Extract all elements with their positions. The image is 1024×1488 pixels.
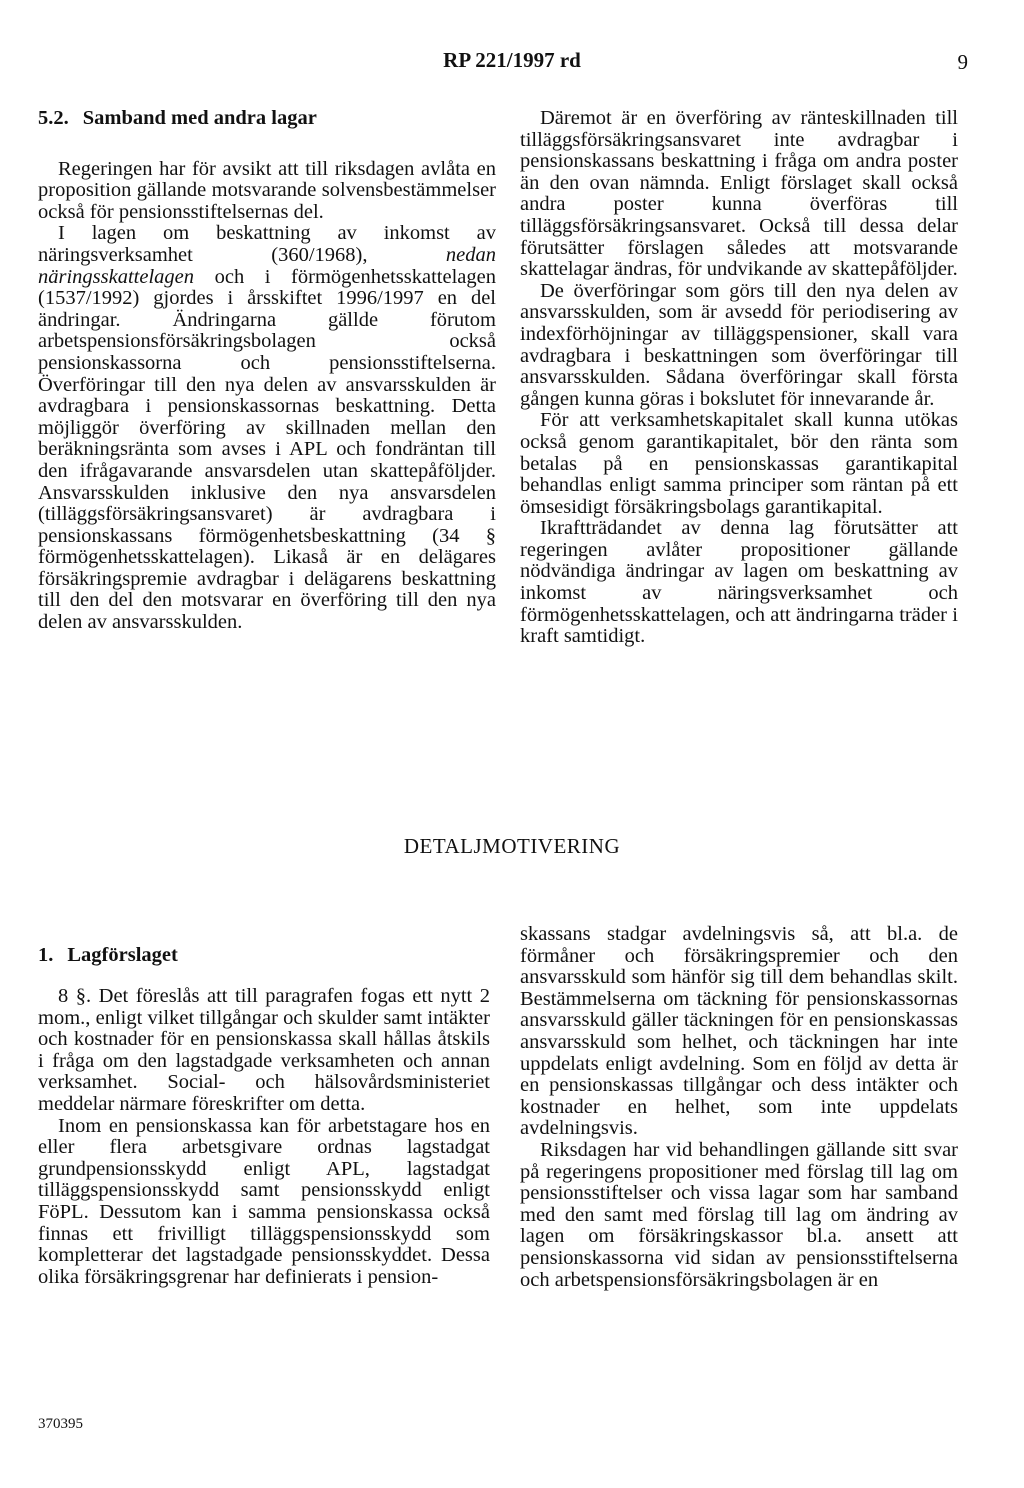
paragraph: De överföringar som görs till den nya delen av ansvarsskulden, som är avsedd för periodisering av indexförhöjningar av tilläggspensioner, skall vara avdragbara i beskattningen som överföringar till ansvarsskulden. Sådana överföringar skall första gången kunna göras i bokslutet för innevarande år.	[520, 279, 958, 410]
detaljmotivering-heading: DETALJMOTIVERING	[403, 834, 621, 858]
page-header-title: RP 221/1997 rd	[443, 48, 581, 72]
paragraph: Riksdagen har vid behandlingen gällande sitt svar på regeringens propositioner med förslag till lag om pensionsstiftelser och vissa lagar som har samband med den samt med förslag till lag om ändring av lagen om försäkringskassor bl.a. ansett att pensionskassorna vid sidan av pensionsstiftelserna och arbetspensionsförsäkringsbolagen är en	[520, 1138, 958, 1291]
section-number: 5.2.	[38, 107, 69, 129]
footer-code: 370395	[38, 1416, 83, 1432]
lagforslaget-left-column	[38, 986, 490, 1288]
paragraph: Regeringen har för avsikt att till riksdagen avlåta en proposition gällande motsvarande solvensbestämmelser också för pensionsstiftelsernas del.	[38, 157, 496, 223]
paragraph	[38, 223, 496, 633]
paragraph-text: och i förmögenhetsskattelagen (1537/1992) gjordes i årsskiftet 1996/1997 en del ändringar. Ändringarna gällde förutom arbetspensionsförsäkringsbolagen också pensionskassorna och pensionsstiftelserna. Överföringar till den nya delen av ansvarsskulden är avdragbara i pensionskassornas beskattning. Detta möjliggör överföring av skillnaden mellan den beräkningsränta som avses i APL och fondräntan till den ifrågavarande ansvarsdelen utan skattepåföljder. Ansvarsskulden inklusive den nya ansvarsdelen (tilläggsförsäkringsansvaret) är avdragbara i pensionskassans förmögenhetsbeskattning (34 § förmögenhetsskattelagen). Likaså är en delägares försäkringspremie avdragbar i delägarens beskattning till den del den motsvarar en överföring till den nya delen av ansvarsskulden.	[38, 265, 496, 634]
paragraph: För att verksamhetskapitalet skall kunna utökas också genom garantikapitalet, bör den ränta som betalas på en pensionskassas garantikapital behandlas enligt samma principer som räntan på ett ömsesidigt försäkringsbolags garantikapital.	[520, 409, 958, 518]
paragraph: Däremot är en överföring av ränteskillnaden till tilläggsförsäkringsansvaret inte avdragbar i pensionskassans beskattning i fråga om andra poster än den ovan nämnda. Enligt förslaget skall också andra poster kunna överföras till tilläggsförsäkringsansvaret. Också till dessa delar förutsätter förslagen således att motsvarande skattelagar ändras, för undvikande av skattepåföljder.	[520, 107, 958, 281]
section-title: Samband med andra lagar	[82, 107, 317, 129]
lagforslaget-heading	[38, 944, 178, 967]
paragraph: 8 §. Det föreslås att till paragrafen fogas ett nytt 2 mom., enligt vilket tillgångar och skulder samt intäkter och kostnader för en pensionskassa skall hållas åtskils i fråga om den lagstadgade verksamheten och annan verksamhet. Social- och hälsovårdsministeriet meddelar närmare föreskrifter om detta.	[38, 985, 490, 1115]
paragraph-text: I lagen om beskattning av inkomst av näringsverksamhet (360/1968),	[38, 222, 496, 266]
italic-term: nedan näringsskattelagen	[38, 243, 496, 288]
section-number: 1.	[38, 944, 54, 966]
section-title: Lagförslaget	[67, 944, 178, 966]
page-number: 9	[957, 50, 968, 74]
section-5-2-right-column	[520, 108, 958, 648]
lagforslaget-right-column	[520, 924, 958, 1291]
paragraph: Ikraftträdandet av denna lag förutsätter att regeringen avlåter propositioner gällande nödvändiga ändringar av lagen om beskattning av inkomst av näringsverksamhet och förmögenhetsskattelagen, och att ändringarna träder i kraft samtidigt.	[520, 517, 958, 648]
paragraph: Inom en pensionskassa kan för arbetstagare hos en eller flera arbetsgivare ordnas lagstadgat grundpensionsskydd enligt APL, lagstadgat tilläggspensionsskydd samt pensionsskydd enligt FöPL. Dessutom kan i samma pensionskassa också finnas ett frivilligt tilläggspensionsskydd som kompletterar det lagstadgade pensionsskyddet. Dessa olika försäkringsgrenar har definierats i pension-	[38, 1114, 490, 1288]
paragraph: skassans stadgar avdelningsvis så, att bl.a. de förmåner och försäkringspremier och den ansvarsskuld som hänför sig till dem behandlas skilt. Bestämmelserna om täckning för pensionskassornas ansvarsskuld gäller täckningen för en pensionskassas ansvarsskuld som helhet, och täckningen har inte uppdelats enligt avdelning. Som en följd av detta är en pensionskassas tillgångar och dess intäkter och kostnader en helhet, som inte uppdelats avdelningsvis.	[520, 923, 958, 1140]
section-5-2-left-column	[38, 108, 496, 634]
section-5-2-heading	[38, 108, 496, 130]
